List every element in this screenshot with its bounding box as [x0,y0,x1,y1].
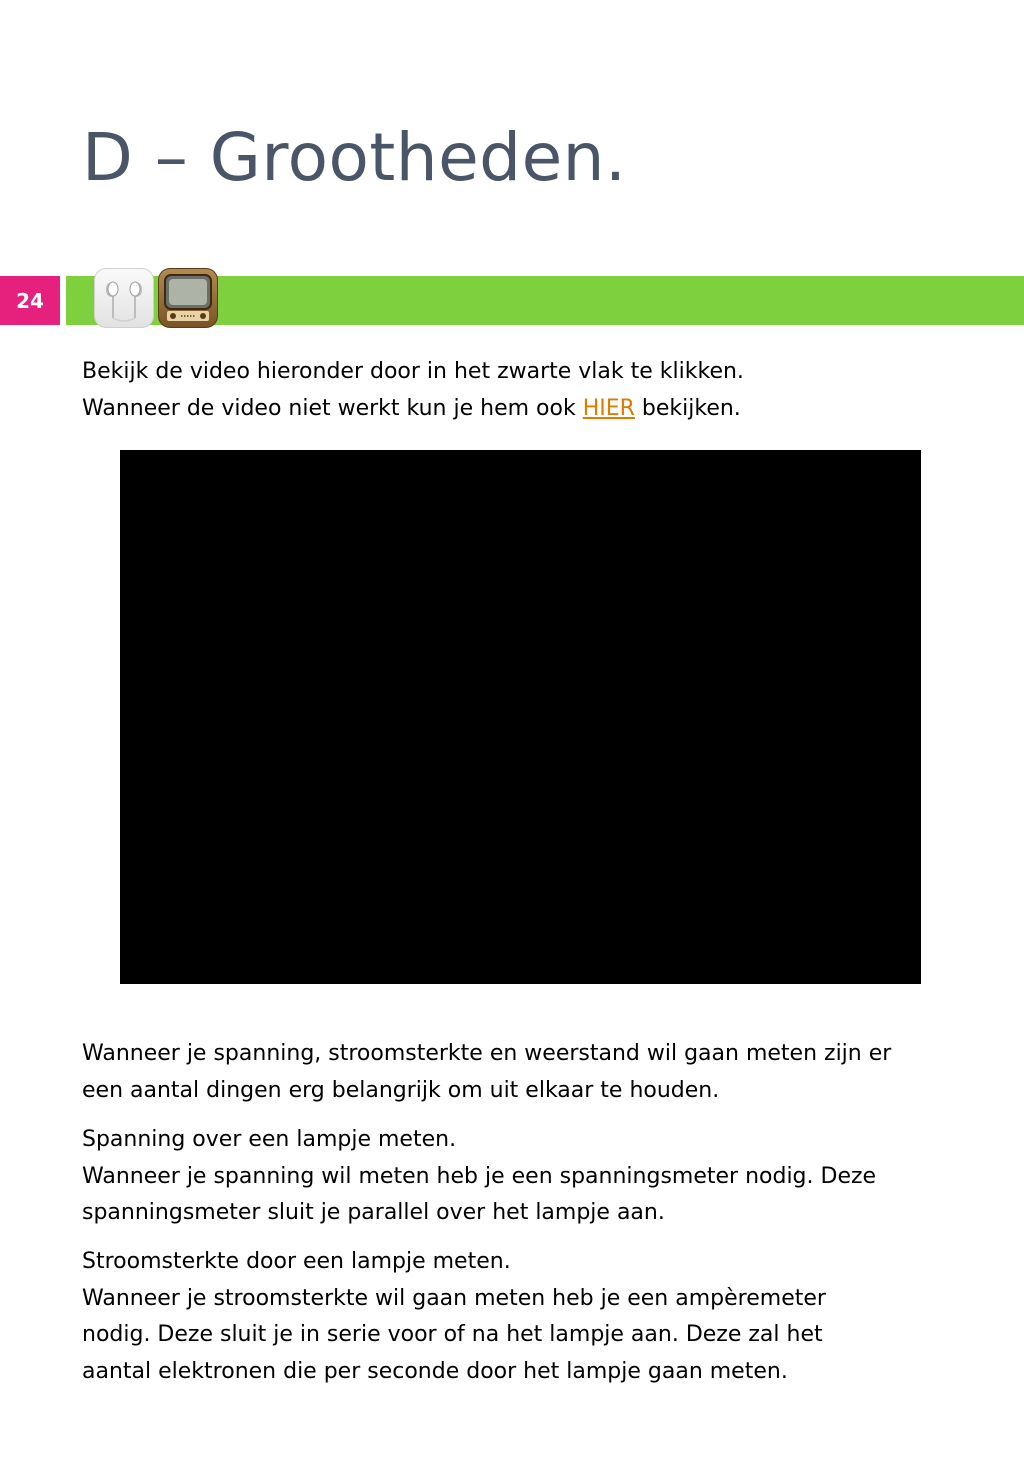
para2-line1: Wanneer je spanning wil meten heb je een spanningsmeter nodig. Deze [82,1163,877,1189]
para3-heading: Stroomsterkte door een lampje meten. [82,1249,511,1274]
para3-line1: Wanneer je stroomsterkte wil gaan meten heb je een ampèremeter [82,1285,826,1311]
hier-link[interactable]: HIER [582,395,635,421]
intro-line-2-end: bekijken. [634,395,741,421]
video-tv-icon [158,268,218,328]
para1-line2: een aantal dingen erg belangrijk om uit elkaar te houden. [82,1077,720,1103]
intro-line-2-start: Wanneer de video niet werkt kun je hem ook [82,395,583,421]
para3-line3: aantal elektronen die per seconde door het lampje gaan meten. [82,1358,788,1384]
video-player[interactable] [120,450,921,984]
paragraph-1 [82,1036,982,1109]
earphones-icon [94,268,154,328]
para2-heading: Spanning over een lampje meten. [82,1127,457,1152]
paragraph-2 [82,1122,982,1232]
para2-line2: spanningsmeter sluit je parallel over het lampje aan. [82,1200,665,1225]
intro-text [82,354,982,427]
para1-line1: Wanneer je spanning, stroomsterkte en weerstand wil gaan meten zijn er [82,1041,892,1066]
page-title: D – Grootheden. [82,119,627,196]
para3-line2: nodig. Deze sluit je in serie voor of na het lampje aan. Deze zal het [82,1322,823,1347]
intro-line-1: Bekijk de video hieronder door in het zwarte vlak te klikken. [82,359,744,384]
page-number-badge: 24 [0,276,60,325]
paragraph-3 [82,1244,982,1390]
